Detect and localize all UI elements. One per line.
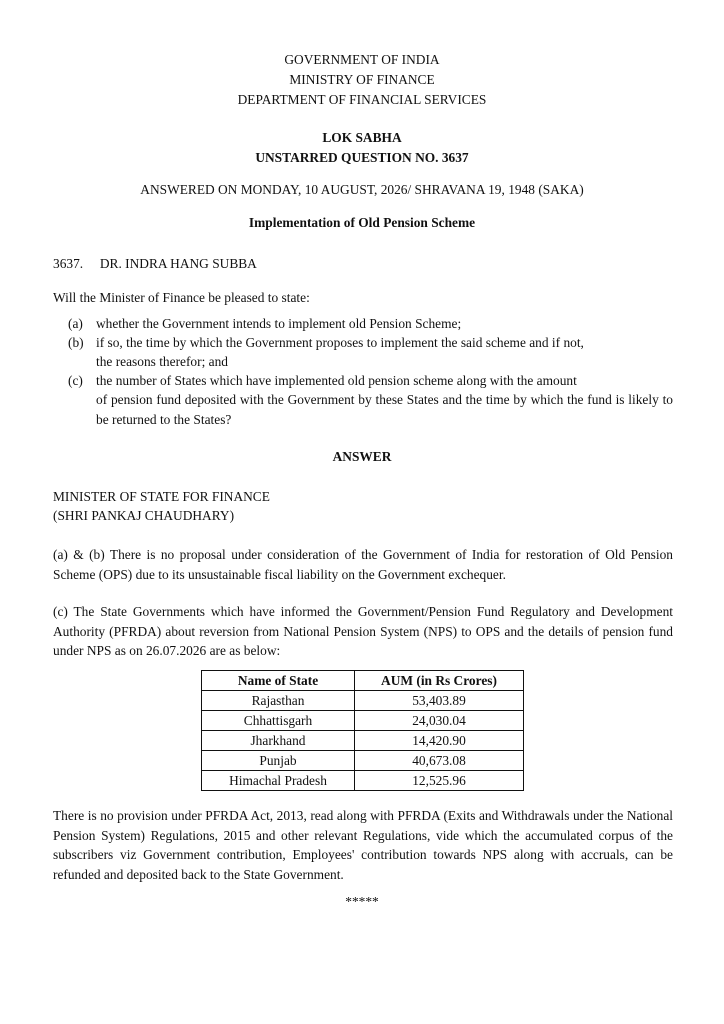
table-cell-aum: 40,673.08 [355,751,524,771]
header-ministry: MINISTRY OF FINANCE [289,72,435,87]
table-cell-aum: 12,525.96 [355,771,524,791]
answer-paragraph-final: There is no provision under PFRDA Act, 2013, read along with PFRDA (Exits and Withdrawals under the National Pension System) Regulations, 2015 and other relevant Regulations, vide which the accumulated corpus of the subscribers viz Government contribution, Employees' contribution towards NPS along with accruals, can be refunded and deposited back to the State Government. [53,808,673,882]
part-text-continued: of pension fund deposited with the Government by these States and the time by which the fund is likely to be returned to the States? [96,392,673,427]
part-text: the number of States which have implemented old pension scheme along with the amount [96,373,577,388]
part-text-continued: the reasons therefor; and [96,354,228,369]
question-number-title: UNSTARRED QUESTION NO. 3637 [255,150,469,165]
table-header-row [202,671,524,691]
table-header-aum: AUM (in Rs Crores) [355,671,524,691]
header-department: DEPARTMENT OF FINANCIAL SERVICES [237,92,487,107]
question-member-line [53,254,673,274]
table-header-state: Name of State [202,671,355,691]
house-title: LOK SABHA [322,130,402,145]
table-cell-state: Punjab [202,751,355,771]
part-text: whether the Government intends to implement old Pension Scheme; [96,316,462,331]
member-name: DR. INDRA HANG SUBBA [99,256,257,271]
table-cell-state: Rajasthan [202,691,355,711]
end-mark: ***** [345,894,379,909]
table-row [202,771,524,791]
table-cell-aum: 14,420.90 [355,731,524,751]
header-government: GOVERNMENT OF INDIA [284,52,440,67]
question-intro: Will the Minister of Finance be pleased to state: [53,290,310,305]
part-label: (a) [68,316,83,331]
pension-fund-table [201,670,524,791]
table-cell-aum: 24,030.04 [355,711,524,731]
part-label: (c) [68,373,83,388]
table-cell-state: Chhattisgarh [202,711,355,731]
answer-paragraph-ab: (a) & (b) There is no proposal under consideration of the Government of India for restoration of Old Pension Scheme (OPS) due to its unsustainable fiscal liability on the Government exchequer. [53,547,673,582]
table-cell-state: Jharkhand [202,731,355,751]
part-label: (b) [68,335,84,350]
subject-title: Implementation of Old Pension Scheme [248,215,476,230]
answered-on-date: ANSWERED ON MONDAY, 10 AUGUST, 2026/ SHRAVANA 19, 1948 (SAKA) [140,182,584,197]
minister-name: (SHRI PANKAJ CHAUDHARY) [53,508,235,523]
minister-title: MINISTER OF STATE FOR FINANCE [53,489,270,504]
part-text: if so, the time by which the Government proposes to implement the said scheme and if not, [96,335,584,350]
table-row [202,711,524,731]
table-row [202,751,524,771]
answer-paragraph-c: (c) The State Governments which have informed the Government/Pension Fund Regulatory and Development Authority (PFRDA) about reversion from National Pension System (NPS) to OPS and the details of pension fund under NPS as on 26.07.2026 are as below: [53,604,673,658]
table-row [202,691,524,711]
question-number: 3637. [53,256,84,271]
table-cell-state: Himachal Pradesh [202,771,355,791]
answer-heading: ANSWER [332,449,392,464]
table-cell-aum: 53,403.89 [355,691,524,711]
table-row [202,731,524,751]
